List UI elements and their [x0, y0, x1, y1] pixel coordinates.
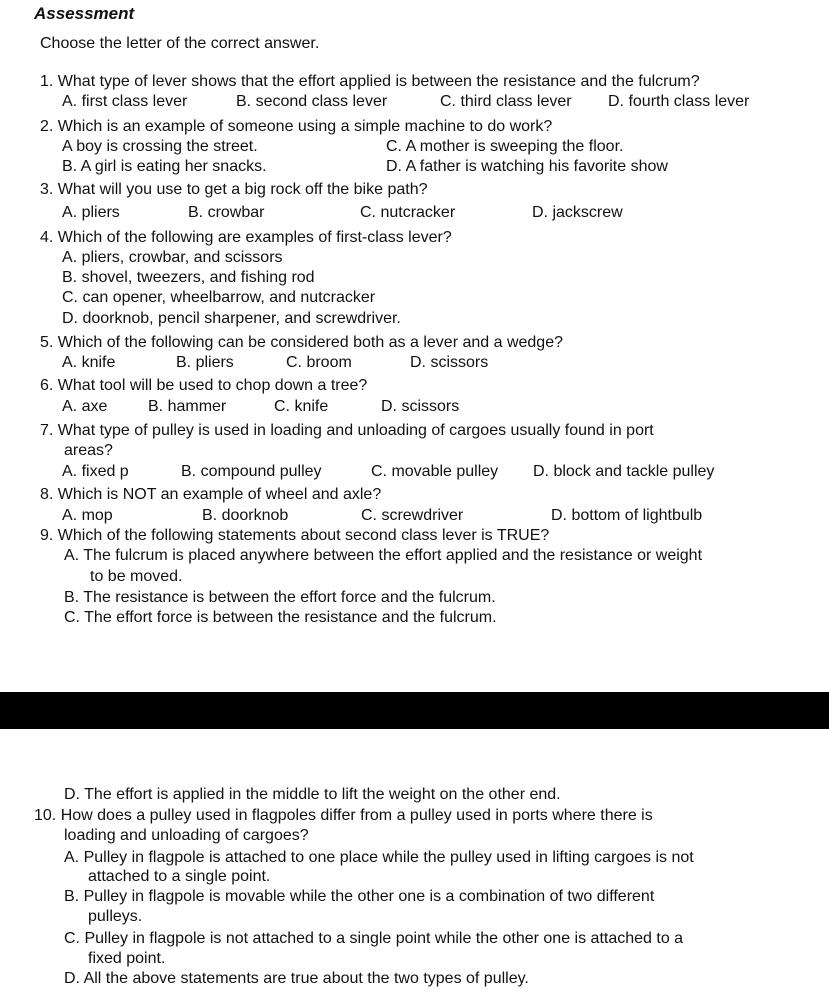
- q10-option-a-cont: attached to a single point.: [88, 868, 271, 885]
- q3-option-a: A. pliers: [62, 204, 120, 221]
- q9-option-a: A. The fulcrum is placed anywhere between the effort applied and the resistance or weight: [64, 547, 703, 564]
- q5-option-b: B. pliers: [176, 354, 234, 371]
- q2-option-a: A boy is crossing the street.: [62, 138, 258, 155]
- q3-option-d: D. jackscrew: [532, 204, 623, 221]
- q10-option-b: B. Pulley in flagpole is movable while the other one is a combination of two different: [64, 888, 655, 905]
- question-8: 8. Which is NOT an example of wheel and axle?: [40, 486, 382, 503]
- q1-option-b: B. second class lever: [236, 93, 388, 110]
- q7-option-d: D. block and tackle pulley: [533, 463, 715, 480]
- q1-option-d: D. fourth class lever: [608, 93, 750, 110]
- question-5: 5. Which of the following can be considered both as a lever and a wedge?: [40, 334, 563, 351]
- question-6: 6. What tool will be used to chop down a tree?: [40, 377, 368, 394]
- q8-option-b: B. doorknob: [202, 507, 289, 524]
- q10-option-b-cont: pulleys.: [88, 908, 143, 925]
- q7-option-a: A. fixed p: [62, 463, 129, 480]
- q6-option-d: D. scissors: [381, 398, 460, 415]
- black-divider-bar: [0, 692, 829, 729]
- q10-option-c-cont: fixed point.: [88, 950, 166, 967]
- question-9: 9. Which of the following statements about second class lever is TRUE?: [40, 527, 550, 544]
- q2-option-c: C. A mother is sweeping the floor.: [386, 138, 624, 155]
- q3-option-b: B. crowbar: [188, 204, 265, 221]
- q6-option-b: B. hammer: [148, 398, 227, 415]
- q9-option-a-cont: to be moved.: [90, 568, 183, 585]
- question-1: 1. What type of lever shows that the effort applied is between the resistance and the fulcrum?: [40, 73, 700, 90]
- q8-option-d: D. bottom of lightbulb: [551, 507, 703, 524]
- q5-option-d: D. scissors: [410, 354, 489, 371]
- page-title: Assessment: [34, 4, 135, 23]
- q1-option-a: A. first class lever: [62, 93, 188, 110]
- q10-option-c: C. Pulley in flagpole is not attached to a single point while the other one is attached to a: [64, 930, 684, 947]
- q9-option-b: B. The resistance is between the effort force and the fulcrum.: [64, 589, 496, 606]
- question-4: 4. Which of the following are examples of first-class lever?: [40, 229, 452, 246]
- q2-option-d: D. A father is watching his favorite show: [386, 158, 668, 175]
- instruction-text: Choose the letter of the correct answer.: [40, 35, 320, 52]
- q2-option-b: B. A girl is eating her snacks.: [62, 158, 267, 175]
- q1-option-c: C. third class lever: [440, 93, 572, 110]
- q7-option-c: C. movable pulley: [371, 463, 499, 480]
- q5-option-a: A. knife: [62, 354, 116, 371]
- q8-option-a: A. mop: [62, 507, 113, 524]
- question-2: 2. Which is an example of someone using a simple machine to do work?: [40, 118, 553, 135]
- q3-option-c: C. nutcracker: [360, 204, 456, 221]
- q9-option-d: D. The effort is applied in the middle to lift the weight on the other end.: [64, 786, 561, 803]
- q4-option-b: B. shovel, tweezers, and fishing rod: [62, 269, 315, 286]
- question-7-cont: areas?: [64, 442, 113, 459]
- q10-option-a: A. Pulley in flagpole is attached to one place while the pulley used in lifting cargoes is not: [64, 849, 694, 866]
- question-10: 10. How does a pulley used in flagpoles differ from a pulley used in ports where there is: [34, 807, 653, 824]
- q9-option-c: C. The effort force is between the resistance and the fulcrum.: [64, 609, 497, 626]
- q5-option-c: C. broom: [286, 354, 352, 371]
- question-10-cont: loading and unloading of cargoes?: [64, 827, 309, 844]
- q7-option-b: B. compound pulley: [181, 463, 322, 480]
- q4-option-a: A. pliers, crowbar, and scissors: [62, 249, 283, 266]
- question-3: 3. What will you use to get a big rock off the bike path?: [40, 181, 428, 198]
- q6-option-a: A. axe: [62, 398, 108, 415]
- question-7: 7. What type of pulley is used in loading and unloading of cargoes usually found in port: [40, 422, 654, 439]
- q8-option-c: C. screwdriver: [361, 507, 464, 524]
- q4-option-c: C. can opener, wheelbarrow, and nutcracker: [62, 289, 376, 306]
- q4-option-d: D. doorknob, pencil sharpener, and screwdriver.: [62, 310, 401, 327]
- q6-option-c: C. knife: [274, 398, 329, 415]
- q10-option-d: D. All the above statements are true about the two types of pulley.: [64, 970, 529, 987]
